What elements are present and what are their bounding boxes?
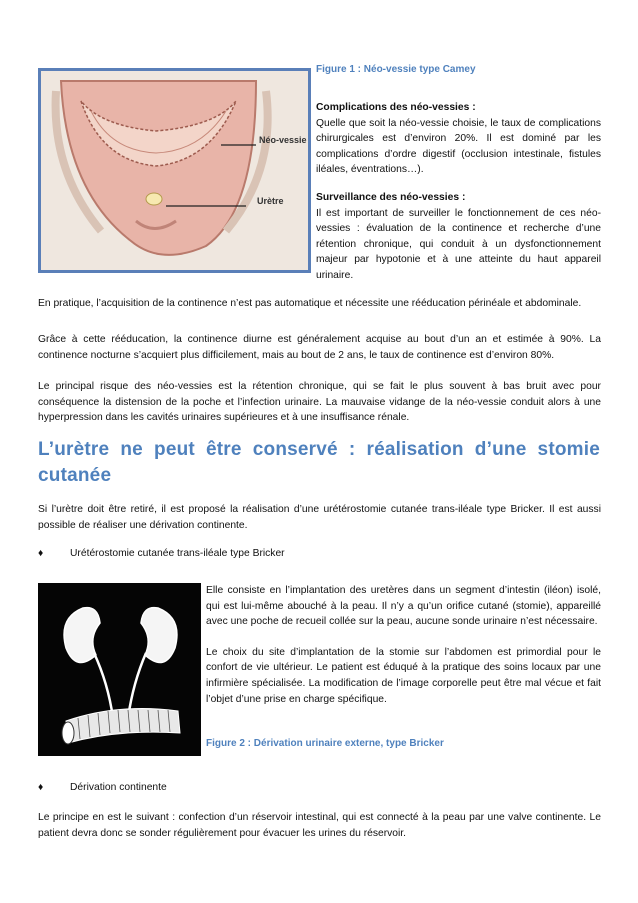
paragraph-risque: Le principal risque des néo-vessies est la rétention chronique, qui se fait le plus souvent à bas bruit avec pour conséquence la distension de la poche et l’infection urinaire. La mauvaise vidange de la néo-vessie conduit alors à une hyperpression dans les cavités urinaires supérieures et à une insuffisance rénale.: [38, 381, 601, 424]
bullet-continente: [38, 780, 601, 795]
complications-section: [316, 100, 601, 178]
bricker-description: [206, 583, 601, 707]
complications-title: Complications des néo-vessies :: [316, 102, 476, 113]
label-uretre: Urètre: [257, 196, 284, 206]
bullet-bricker: [38, 546, 601, 561]
paragraph-final: Le principe en est le suivant : confection d’un réservoir intestinal, qui est connecté à la peau par une valve continente. Le patient devra donc se sonder régulièrement pour évacuer les urines du réservoir.: [38, 812, 601, 839]
surveillance-section: [316, 190, 601, 284]
bullet-continente-text: Dérivation continente: [70, 782, 167, 793]
figure1-caption: Figure 1 : Néo-vessie type Camey: [316, 64, 476, 75]
bricker-paragraph-2: Le choix du site d’implantation de la stomie sur l’abdomen est primordial pour le confort de vie ultérieur. Le patient est éduqué à la pratique des soins locaux par une infirmière spécialisée. La modification de l’image corporelle peut être mal vécue et fait l’objet d’une prise en charge spécifique.: [206, 646, 601, 705]
paragraph-reeducation: Grâce à cette rééducation, la continence diurne est généralement acquise au bout d’un an et estimée à 90%. La continence nocturne s’acquiert plus difficilement, mais au bout de 2 ans, le taux de continence est d’environ 80%.: [38, 334, 601, 361]
paragraph-continence: En pratique, l’acquisition de la continence n’est pas automatique et nécessite une rééducation périnéale et abdominale.: [38, 298, 582, 309]
label-neovessie: Néo-vessie: [259, 135, 307, 145]
figure2-caption: Figure 2 : Dérivation urinaire externe, type Bricker: [206, 738, 444, 749]
diamond-bullet-icon: ♦: [38, 548, 44, 559]
bricker-paragraph-1: Elle consiste en l’implantation des uretères dans un segment d’intestin (iléon) isolé, qui est lui-même abouché à la peau. Il n’y a qu’un orifice cutané (stomie), appareillé avec une poche de recueil collée sur la peau, aucune sonde urinaire n’est nécessaire.: [206, 585, 601, 628]
surveillance-text: Il est important de surveiller le fonctionnement de ces néo-vessies : évaluation de la continence et recherche d’une rétention chronique, qui conduit à un dysfonctionnement majeur par hypotonie et à une atteinte du haut appareil urinaire.: [316, 207, 601, 281]
neovessie-diagram: [41, 71, 308, 270]
bullet-bricker-text: Urétérostomie cutanée trans-iléale type Bricker: [70, 548, 285, 559]
paragraph-intro: Si l’urètre doit être retiré, il est proposé la réalisation d’une urétérostomie cutanée trans-iléale type Bricker. Il est aussi possible de réaliser une dérivation continente.: [38, 504, 601, 531]
complications-text: Quelle que soit la néo-vessie choisie, le taux de complications chirurgicales est d’environ 20%. Il est dominé par les complications d’ordre digestif (occlusion intestinale, fistules iléales, éventrations…).: [316, 117, 601, 176]
diamond-bullet-icon: ♦: [38, 782, 44, 793]
section-heading: L’urètre ne peut être conservé : réalisation d’une stomie cutanée: [38, 439, 600, 486]
figure2-illustration: [38, 583, 201, 756]
bricker-diagram: [38, 583, 201, 756]
figure1-illustration: [38, 68, 311, 273]
surveillance-title: Surveillance des néo-vessies :: [316, 192, 466, 203]
